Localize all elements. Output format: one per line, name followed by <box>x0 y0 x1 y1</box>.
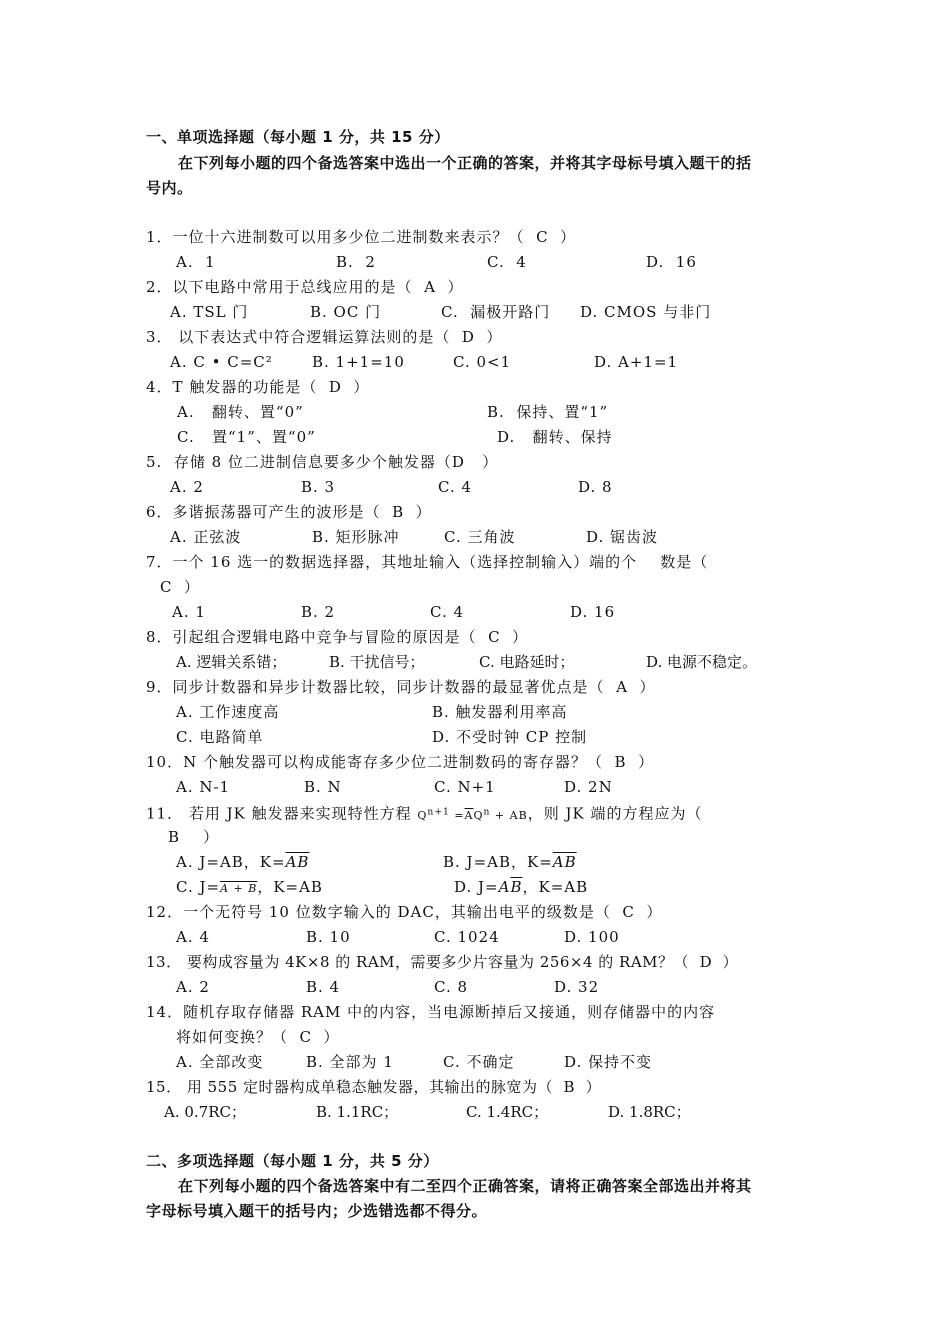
question-9-option-a: A. 工作速度高 <box>176 703 280 721</box>
question-10-option-b: B. N <box>304 778 342 796</box>
question-9-option-c: C. 电路简单 <box>176 728 264 746</box>
question-11-stem-cont: B ） <box>168 828 220 846</box>
option-a-expr: $\overline{AB}$ <box>285 853 310 871</box>
question-14-stem: 14．随机存取存储器 RAM 中的内容，当电源断掉后又接通，则存储器中的内容 <box>146 1003 716 1021</box>
question-4-option-c: C. 置“1”、置“0” <box>177 428 316 446</box>
question-3-option-b: B. 1+1=10 <box>312 353 405 371</box>
option-d-post: ，K=AB <box>522 878 589 896</box>
section2-title: 二、多项选择题（每小题 1 分，共 5 分） <box>146 1152 439 1170</box>
question-4-option-d: D. 翻转、保持 <box>497 428 613 446</box>
question-10-option-d: D. 2N <box>564 778 613 796</box>
question-5-option-a: A. 2 <box>170 478 204 496</box>
question-5-option-c: C. 4 <box>438 478 473 496</box>
question-2-option-b: B. OC 门 <box>310 303 382 321</box>
question-8-option-c: C. 电路延时； <box>479 653 575 671</box>
section1-instruction-line1: 在下列每小题的四个备选答案中选出一个正确的答案，并将其字母标号填入题干的括 <box>178 154 752 172</box>
question-5-stem: 5. 存储 8 位二进制信息要多少个触发器（D ） <box>146 453 499 471</box>
question-2-stem: 2．以下电路中常用于总线应用的是（ A ） <box>146 278 464 296</box>
question-3-option-c: C. 0<1 <box>453 353 512 371</box>
equation-sup2: n <box>483 806 491 817</box>
question-3-option-d: D. A+1=1 <box>594 353 679 371</box>
section2-instruction-line1: 在下列每小题的四个备选答案中有二至四个正确答案，请将正确答案全部选出并将其 <box>178 1177 752 1195</box>
equation-q: Q <box>417 808 428 822</box>
option-b-text: B. J=AB，K= <box>443 853 553 871</box>
question-13-stem: 13． 要构成容量为 4K×8 的 RAM，需要多少片容量为 256×4 的 RAM？（ D ） <box>146 953 739 971</box>
question-13-option-d: D. 32 <box>554 978 600 996</box>
equation <box>417 806 528 822</box>
question-6-stem: 6．多谐振荡器可产生的波形是（ B ） <box>146 503 432 521</box>
question-11-option-a <box>176 853 309 871</box>
option-c-expr: A + B <box>220 882 258 895</box>
option-c-post: ，K=AB <box>257 878 323 896</box>
question-3-option-a: A. C • C=C² <box>170 353 273 371</box>
question-4-option-b: B. 保持、置“1” <box>487 403 609 421</box>
option-b-expr-a: $\overline{A}$ <box>552 853 565 871</box>
equation-q2: Q <box>473 808 484 822</box>
question-13-option-a: A. 2 <box>176 978 210 996</box>
question-2-option-a: A. TSL 门 <box>170 303 249 321</box>
question-11-option-b <box>443 853 577 871</box>
question-13-option-b: B. 4 <box>306 978 341 996</box>
question-15-option-d: D. 1.8RC； <box>608 1103 691 1121</box>
section2-instruction-line2: 字母标号填入题干的括号内；少选错选都不得分。 <box>146 1202 488 1220</box>
option-a-text: A. J=AB，K= <box>176 853 286 871</box>
question-10-stem: 10．N 个触发器可以构成能寄存多少位二进制数码的寄存器？（ B ） <box>146 753 655 771</box>
question-15-option-a: A. 0.7RC； <box>164 1103 246 1121</box>
question-2-option-d: D. CMOS 与非门 <box>580 303 712 321</box>
question-1-option-a: A. 1 <box>176 253 216 271</box>
question-6-option-b: B. 矩形脉冲 <box>312 528 400 546</box>
question-8-stem: 8．引起组合逻辑电路中竞争与冒险的原因是（ C ） <box>146 628 529 646</box>
equation-sup: n+1 <box>427 806 450 817</box>
question-7-option-a: A. 1 <box>172 603 206 621</box>
question-8-option-a: A. 逻辑关系错； <box>176 653 287 671</box>
question-14-option-c: C. 不确定 <box>443 1053 515 1071</box>
question-1-option-d: D. 16 <box>646 253 697 271</box>
question-15-option-b: B. 1.1RC； <box>316 1103 399 1121</box>
option-b-expr-b: $\overline{B}$ <box>564 853 577 871</box>
question-5-option-d: D. 8 <box>578 478 613 496</box>
question-4-option-a: A. 翻转、置“0” <box>177 403 304 421</box>
question-10-option-c: C. N+1 <box>434 778 496 796</box>
equation-a-bar: $\overline{A}$ <box>464 808 474 822</box>
question-14-option-b: B. 全部为 1 <box>306 1053 394 1071</box>
question-8-option-b: B. 干扰信号； <box>329 653 425 671</box>
question-6-option-c: C. 三角波 <box>444 528 516 546</box>
question-1-stem: 1．一位十六进制数可以用多少位二进制数来表示？（ C ） <box>146 228 577 246</box>
question-11-option-c <box>176 878 323 898</box>
question-6-option-d: D. 锯齿波 <box>586 528 659 546</box>
question-9-option-b: B. 触发器利用率高 <box>432 703 568 721</box>
question-12-stem: 12．一个无符号 10 位数字输入的 DAC，其输出电平的级数是（ C ） <box>146 903 663 921</box>
question-12-option-a: A. 4 <box>176 928 210 946</box>
question-12-option-c: C. 1024 <box>434 928 500 946</box>
question-14-option-a: A. 全部改变 <box>176 1053 264 1071</box>
question-11-stem-text: 11． 若用 JK 触发器来实现特性方程 <box>146 804 418 823</box>
equation-eq: = <box>449 808 465 822</box>
section1-instruction-line2: 号内。 <box>146 179 193 197</box>
question-5-option-b: B. 3 <box>301 478 336 496</box>
question-12-option-b: B. 10 <box>306 928 351 946</box>
question-9-stem: 9．同步计数器和异步计数器比较，同步计数器的最显著优点是（ A ） <box>146 678 656 696</box>
question-2-option-c: C. 漏极开路门 <box>441 303 551 321</box>
option-d-expr-b: $\overline{B}$ <box>510 878 523 896</box>
question-11-stem <box>146 803 702 825</box>
question-1-option-b: B. 2 <box>336 253 376 271</box>
question-15-option-c: C. 1.4RC； <box>466 1103 549 1121</box>
section1-title: 一、单项选择题（每小题 1 分，共 15 分） <box>146 128 450 146</box>
option-d-expr-a: A <box>498 878 511 896</box>
question-6-option-a: A. 正弦波 <box>170 528 242 546</box>
option-d-text: D. J= <box>454 878 499 896</box>
question-11-stem-post: ，则 JK 端的方程应为（ <box>527 804 703 823</box>
equation-end: + AB <box>490 808 528 822</box>
question-1-option-c: C. 4 <box>487 253 527 271</box>
question-9-option-d: D. 不受时钟 CP 控制 <box>432 728 588 746</box>
option-c-text: C. J= <box>176 878 221 896</box>
question-7-option-c: C. 4 <box>430 603 465 621</box>
question-7-stem-cont: C ） <box>160 578 201 596</box>
question-12-option-d: D. 100 <box>564 928 620 946</box>
question-13-option-c: C. 8 <box>434 978 469 996</box>
question-14-stem-cont: 将如何变换？（ C ） <box>176 1028 340 1046</box>
question-4-stem: 4．T 触发器的功能是（ D ） <box>146 378 370 396</box>
question-14-option-d: D. 保持不变 <box>564 1053 653 1071</box>
question-3-stem: 3． 以下表达式中符合逻辑运算法则的是（ D ） <box>146 328 503 346</box>
question-8-option-d: D. 电源不稳定。 <box>646 653 758 671</box>
question-10-option-a: A. N-1 <box>176 778 231 796</box>
question-7-option-b: B. 2 <box>301 603 336 621</box>
question-15-stem: 15． 用 555 定时器构成单稳态触发器，其输出的脉宽为（ B ） <box>146 1078 602 1096</box>
question-7-stem: 7．一个 16 选一的数据选择器，其地址输入（选择控制输入）端的个 数是（ <box>146 553 709 571</box>
question-11-option-d <box>454 878 588 896</box>
question-7-option-d: D. 16 <box>570 603 616 621</box>
